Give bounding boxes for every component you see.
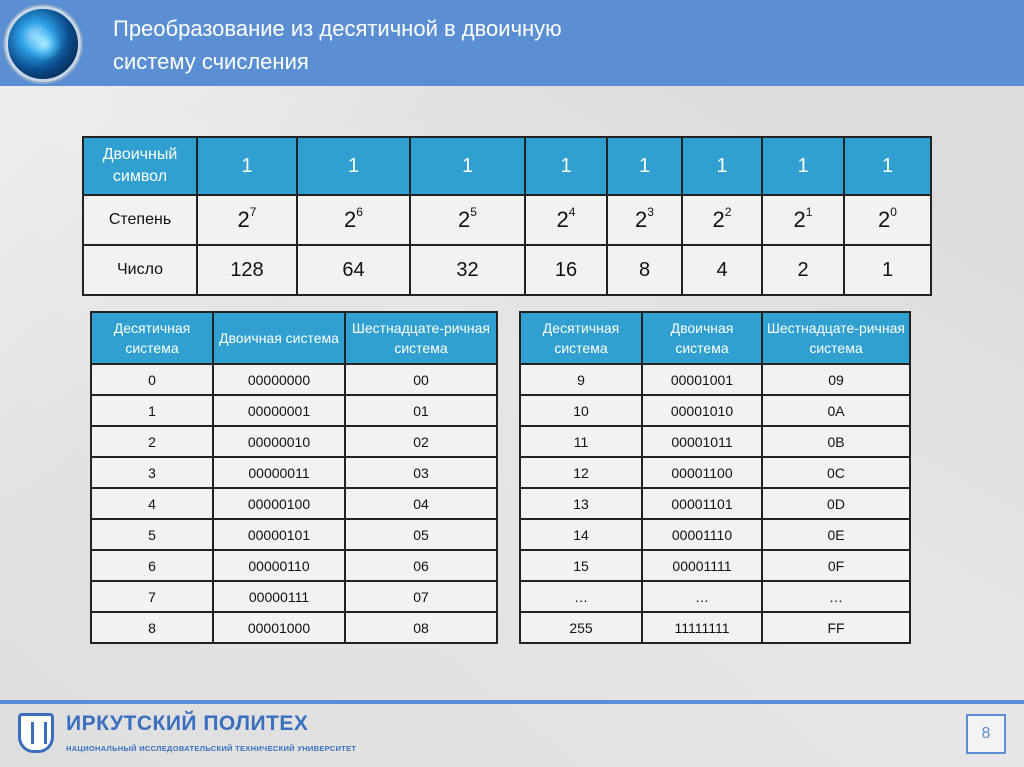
decimal-cell: 8 [91,612,213,643]
decimal-cell: 2 [91,426,213,457]
number-cell: 16 [525,245,607,295]
hex-cell: 0F [762,550,910,581]
decimal-cell: 12 [520,457,642,488]
decimal-cell: 14 [520,519,642,550]
hex-cell: 0C [762,457,910,488]
binary-symbol-cell: 1 [297,137,410,195]
university-subtitle: НАЦИОНАЛЬНЫЙ ИССЛЕДОВАТЕЛЬСКИЙ ТЕХНИЧЕСКИЙ УНИВЕРСИТЕТ [66,744,357,753]
hex-cell: 09 [762,364,910,395]
power-base: 2 [344,207,357,232]
binary-cell: 00000000 [213,364,345,395]
table-row [91,519,497,550]
hex-cell: 03 [345,457,497,488]
decimal-cell: 9 [520,364,642,395]
number-cell: 2 [762,245,844,295]
number-cell: 128 [197,245,297,295]
decimal-cell: 5 [91,519,213,550]
hex-cell: 0D [762,488,910,519]
table-row [520,457,910,488]
binary-symbol-cell: 1 [410,137,525,195]
table-row [520,364,910,395]
table-row [520,519,910,550]
table-row [91,612,497,643]
table-row [520,488,910,519]
page-number: 8 [966,714,1006,754]
power-exponent: 1 [805,205,813,219]
powers-of-two-table [82,136,932,296]
table-row [91,395,497,426]
table-row [520,612,910,643]
table-header-row [520,312,910,364]
binary-cell: 00000001 [213,395,345,426]
power-cell [762,195,844,245]
binary-cell: 00001100 [642,457,762,488]
table-row [520,581,910,612]
power-cell [607,195,682,245]
decimal-cell: 255 [520,612,642,643]
row-label: Двоичный символ [83,137,197,195]
binary-symbol-cell: 1 [607,137,682,195]
power-cell [682,195,762,245]
decimal-cell: 3 [91,457,213,488]
power-cell [844,195,931,245]
binary-cell: 00000110 [213,550,345,581]
row-label: Число [83,245,197,295]
binary-cell: 00001000 [213,612,345,643]
binary-cell: 00000011 [213,457,345,488]
decimal-cell: 13 [520,488,642,519]
power-base: 2 [556,207,569,232]
binary-cell: 00001010 [642,395,762,426]
table-row [91,581,497,612]
decimal-cell: 10 [520,395,642,426]
number-cell: 8 [607,245,682,295]
column-header-binary: Двоичная система [213,312,345,364]
number-cell: 1 [844,245,931,295]
number-cell: 4 [682,245,762,295]
slide-header [0,0,1024,86]
binary-symbol-cell: 1 [682,137,762,195]
binary-cell: 00000101 [213,519,345,550]
binary-cell: 00001001 [642,364,762,395]
row-label: Степень [83,195,197,245]
power-exponent: 5 [470,205,477,219]
power-base: 2 [878,207,891,232]
power-exponent: 0 [890,205,897,219]
hex-cell: 0A [762,395,910,426]
decimal-cell: 15 [520,550,642,581]
power-row [83,195,931,245]
binary-cell: 00001111 [642,550,762,581]
binary-cell: 00001011 [642,426,762,457]
binary-symbol-cell: 1 [844,137,931,195]
hex-cell: 04 [345,488,497,519]
hex-cell: 00 [345,364,497,395]
table-header-row [91,312,497,364]
power-cell [525,195,607,245]
conversion-table-right [519,311,911,644]
binary-cell: 00000100 [213,488,345,519]
power-base: 2 [458,207,471,232]
binary-cell: 00000010 [213,426,345,457]
decimal-cell: 0 [91,364,213,395]
decimal-cell: … [520,581,642,612]
decimal-cell: 11 [520,426,642,457]
number-cell: 64 [297,245,410,295]
university-logo-icon [18,713,54,753]
power-exponent: 3 [647,205,654,219]
footer-divider [0,700,1024,704]
table-row [91,488,497,519]
hex-cell: 0E [762,519,910,550]
decimal-cell: 6 [91,550,213,581]
table-row [520,395,910,426]
table-row [520,426,910,457]
binary-symbol-cell: 1 [197,137,297,195]
column-header-hex: Шестнадцате-ричная система [345,312,497,364]
title-line-2: систему счисления [113,49,309,74]
binary-cell: 00001101 [642,488,762,519]
column-header-binary: Двоичная система [642,312,762,364]
globe-logo-icon [5,6,81,82]
power-exponent: 2 [724,205,732,219]
hex-cell: 08 [345,612,497,643]
power-cell [197,195,297,245]
title-line-1: Преобразование из десятичной в двоичную [113,16,562,41]
power-base: 2 [712,207,725,232]
binary-symbol-cell: 1 [762,137,844,195]
binary-symbol-cell: 1 [525,137,607,195]
table-row [520,550,910,581]
binary-cell: 00000111 [213,581,345,612]
hex-cell: 06 [345,550,497,581]
table-row [91,550,497,581]
hex-cell: 0B [762,426,910,457]
hex-cell: … [762,581,910,612]
hex-cell: FF [762,612,910,643]
column-header-hex: Шестнадцате-ричная система [762,312,910,364]
table-row [91,426,497,457]
number-row [83,245,931,295]
decimal-cell: 7 [91,581,213,612]
university-name: ИРКУТСКИЙ ПОЛИТЕХ [66,712,309,735]
table-row [91,457,497,488]
power-exponent: 6 [356,205,363,219]
power-cell [410,195,525,245]
power-base: 2 [237,207,250,232]
power-exponent: 4 [568,205,576,219]
hex-cell: 01 [345,395,497,426]
binary-cell: 00001110 [642,519,762,550]
slide-title [113,12,813,78]
power-exponent: 7 [249,205,257,219]
column-header-decimal: Десятичная система [91,312,213,364]
column-header-decimal: Десятичная система [520,312,642,364]
binary-cell: … [642,581,762,612]
binary-cell: 11111111 [642,612,762,643]
binary-symbol-row [83,137,931,195]
decimal-cell: 4 [91,488,213,519]
conversion-table-left [90,311,498,644]
power-base: 2 [793,207,806,232]
number-cell: 32 [410,245,525,295]
hex-cell: 07 [345,581,497,612]
hex-cell: 02 [345,426,497,457]
decimal-cell: 1 [91,395,213,426]
hex-cell: 05 [345,519,497,550]
table-row [91,364,497,395]
power-base: 2 [635,207,648,232]
power-cell [297,195,410,245]
